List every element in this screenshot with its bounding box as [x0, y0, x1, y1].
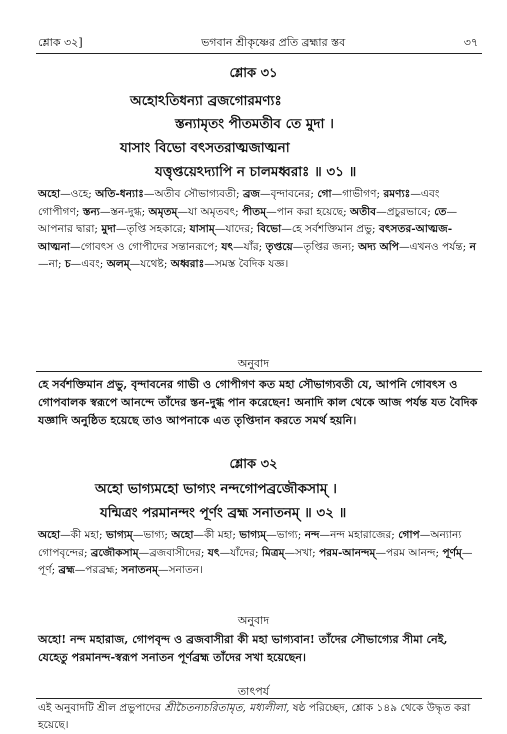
synonym-word: স্তন্য — [82, 205, 100, 218]
synonym-gloss: —হে সর্বশক্তিমান প্রভু; — [281, 223, 379, 236]
synonym-gloss: —নন্দ মহারাজের; — [319, 529, 399, 541]
header-chapter-title: ভগবান শ্রীকৃষ্ণের প্রতি ব্রহ্মার স্তব — [201, 36, 346, 49]
translation-rule — [36, 371, 482, 372]
synonym-word: অহো — [38, 188, 61, 200]
synonym-gloss: —বৃন্দাবনের; — [260, 188, 318, 200]
verse-32-synonyms — [38, 527, 480, 580]
synonym-word: অতীব — [350, 205, 377, 218]
synonym-word: পূর্ণম্ — [442, 546, 462, 559]
header-rule — [36, 53, 482, 54]
synonym-gloss: —স্তন-দুগ্ধ; — [99, 205, 149, 218]
synonym-word: পীতম্ — [242, 205, 267, 218]
verse-31-title: শ্লোক ৩১ — [229, 66, 278, 81]
synonym-word: ন — [469, 240, 476, 253]
synonym-gloss: —গোবৎস ও গোপীদের সন্তানরূপে; — [69, 240, 222, 253]
synonym-gloss: —সমস্ত বৈদিক যজ্ঞ। — [204, 258, 289, 271]
synonym-gloss: —তৃপ্তির জন্য; — [292, 240, 359, 253]
purport-text-end: ষষ্ঠ পরিচ্ছেদ, শ্লোক ১৪৯ থেকে উদ্ধৃত করা হয়েছে। — [38, 702, 471, 731]
running-header — [38, 34, 478, 53]
synonym-word: তৃপ্তয়ে — [265, 240, 293, 253]
verse-31-line-2: স্তন্যামৃতং পীতমতীব তে মুদা । — [175, 116, 334, 132]
synonym-word: সনাতনম্ — [121, 564, 158, 577]
verse-32-purport — [38, 700, 480, 734]
synonym-word: ভাগ্যম্ — [239, 529, 267, 541]
verse-31-synonyms — [38, 186, 480, 274]
verse-31-line-1: অহোঽতিধন্যা ব্রজগোরমণ্যঃ — [130, 93, 282, 109]
synonym-gloss: —কী মহা; — [193, 529, 240, 541]
synonym-gloss: —অন্যান্য গোপবৃন্দের; — [38, 529, 462, 559]
synonym-word: বিভো — [257, 223, 282, 236]
synonym-word: ব্রজ — [242, 188, 260, 200]
verse-32-title: শ্লোক ৩২ — [229, 457, 278, 472]
synonym-word: মুদা — [101, 223, 116, 236]
synonym-gloss: —সখা; — [284, 546, 320, 559]
verse-32-translation-heading: অনুবাদ — [237, 614, 270, 627]
synonym-gloss: —তৃপ্তি সহকারে; — [115, 223, 190, 236]
synonym-gloss: —ভাগ্য; — [266, 529, 305, 541]
synonym-gloss: —ভাগ্য; — [132, 529, 172, 541]
synonym-word: যৎ — [207, 546, 220, 559]
purport-rule — [36, 698, 482, 699]
synonym-word: তে — [434, 205, 447, 218]
synonym-gloss: —এখনও পর্যন্ত; — [398, 240, 470, 253]
synonym-gloss: —যথেষ্ট; — [129, 258, 171, 271]
synonym-word: অতি-ধন্যাঃ — [95, 188, 144, 200]
verse-32-line-2: যন্মিত্রং পরমানন্দং পূর্ণং ব্রহ্ম সনাতনম্ ॥ ৩২ ॥ — [100, 505, 347, 521]
synonym-word: পরম-আনন্দম্ — [319, 546, 376, 559]
verse-32-line-1: অহো ভাগ্যমহো ভাগ্যং নন্দগোপব্রজৌকসাম্ । — [95, 481, 337, 497]
synonym-gloss: —পূর্ণ; — [38, 546, 473, 577]
synonym-gloss: —গাভীগণ; — [331, 188, 384, 200]
synonym-word: নন্দ — [304, 529, 320, 541]
synonym-gloss: —পান করা হয়েছে; — [266, 205, 351, 218]
purport-text-start: এই অনুবাদটি শ্রীল প্রভুপাদের — [38, 702, 165, 714]
synonym-gloss: —যাঁদের; — [219, 546, 262, 559]
synonym-word: গোপ — [398, 529, 420, 541]
header-page-number: ৩৭ — [463, 36, 478, 49]
header-verse-ref: শ্লোক ৩২] — [38, 36, 83, 49]
synonym-gloss: —ব্রজবাসীদের; — [138, 546, 208, 559]
synonym-gloss: —সনাতন। — [157, 564, 204, 577]
synonym-gloss: —যাদের; — [214, 223, 258, 236]
verse-31-translation: হে সর্বশক্তিমান প্রভু, বৃন্দাবনের গাভী ও গোপীগণ কত মহা সৌভাগ্যবতী যে, আপনি গোবৎস ও গোপবালক স্বরূপে আনন্দে তাঁদের স্তন-দুগ্ধ পান করেছেন! অনাদি কাল থেকে আজ পর্যন্ত যত বৈদিক যজ্ঞাদি অনুষ্ঠিত হয়েছে তাও আপনাকে এত তৃপ্তিদান করতে সমর্থ হয়নি। — [38, 377, 478, 427]
verse-31-translation-heading: অনুবাদ — [237, 357, 270, 370]
synonym-gloss: —কী মহা; — [60, 529, 106, 541]
synonym-gloss: —প্রচুরভাবে; — [376, 205, 435, 218]
synonym-gloss: —যা অমৃতবৎ; — [177, 205, 243, 218]
synonym-gloss: —ওহে; — [60, 188, 96, 200]
synonym-gloss: —যাঁর; — [233, 240, 266, 253]
synonym-word: ভাগ্যম্ — [105, 529, 133, 541]
synonym-gloss: —এবং গোপীগণ; — [38, 188, 440, 218]
synonym-word: গো — [317, 188, 332, 200]
synonym-word: রমণ্যঃ — [383, 188, 411, 200]
synonym-word: বৎসতর-আত্মজ-আত্মনা — [38, 223, 453, 253]
synonym-word: অমৃতম্ — [148, 205, 178, 218]
verse-31-line-3: যাসাং বিভো বৎসতরাত্মজাত্মনা — [120, 140, 290, 156]
synonym-gloss: —না; — [38, 258, 65, 271]
verse-32-purport-heading: তাৎপর্য — [237, 685, 270, 698]
synonym-gloss: —পরব্রহ্ম; — [74, 564, 122, 577]
synonym-gloss: —পরম আনন্দ; — [375, 546, 443, 559]
synonym-word: ব্রজৌকসাম্ — [90, 546, 139, 559]
purport-book-reference: শ্রীচৈতন্যচরিতামৃত, মধ্যলীলা, — [164, 702, 290, 714]
synonym-word: চ — [64, 258, 71, 271]
synonym-word: ব্রহ্ম — [58, 564, 75, 577]
synonym-gloss: —অতীব সৌভাগ্যবতী; — [143, 188, 243, 200]
synonym-word: অহো — [38, 529, 61, 541]
synonym-gloss: —আপনার দ্বারা; — [38, 205, 458, 236]
synonym-word: মিত্রম্ — [261, 546, 285, 559]
synonym-word: যাসাম্ — [189, 223, 215, 236]
verse-32-translation: অহো! নন্দ মহারাজ, গোপবৃন্দ ও ব্রজবাসীরা কী মহা ভাগ্যবান! তাঁদের সৌভাগ্যের সীমা নেই, যেহেতু পরমানন্দ-স্বরূপ সনাতন পূর্ণব্রহ্ম তাঁদের সখা হয়েছেন। — [38, 632, 448, 664]
verse-31-line-4: যত্তৃপ্তয়েঽদ্যাপি ন চালমধ্বরাঃ ॥ ৩১ ॥ — [155, 164, 357, 180]
synonym-word: অলম্ — [106, 258, 130, 271]
synonym-word: অধ্বরাঃ — [170, 258, 205, 271]
synonym-word: অদ্য অপি — [358, 240, 399, 253]
synonym-word: যৎ — [221, 240, 234, 253]
synonym-gloss: —এবং; — [70, 258, 107, 271]
synonym-word: অহো — [171, 529, 194, 541]
